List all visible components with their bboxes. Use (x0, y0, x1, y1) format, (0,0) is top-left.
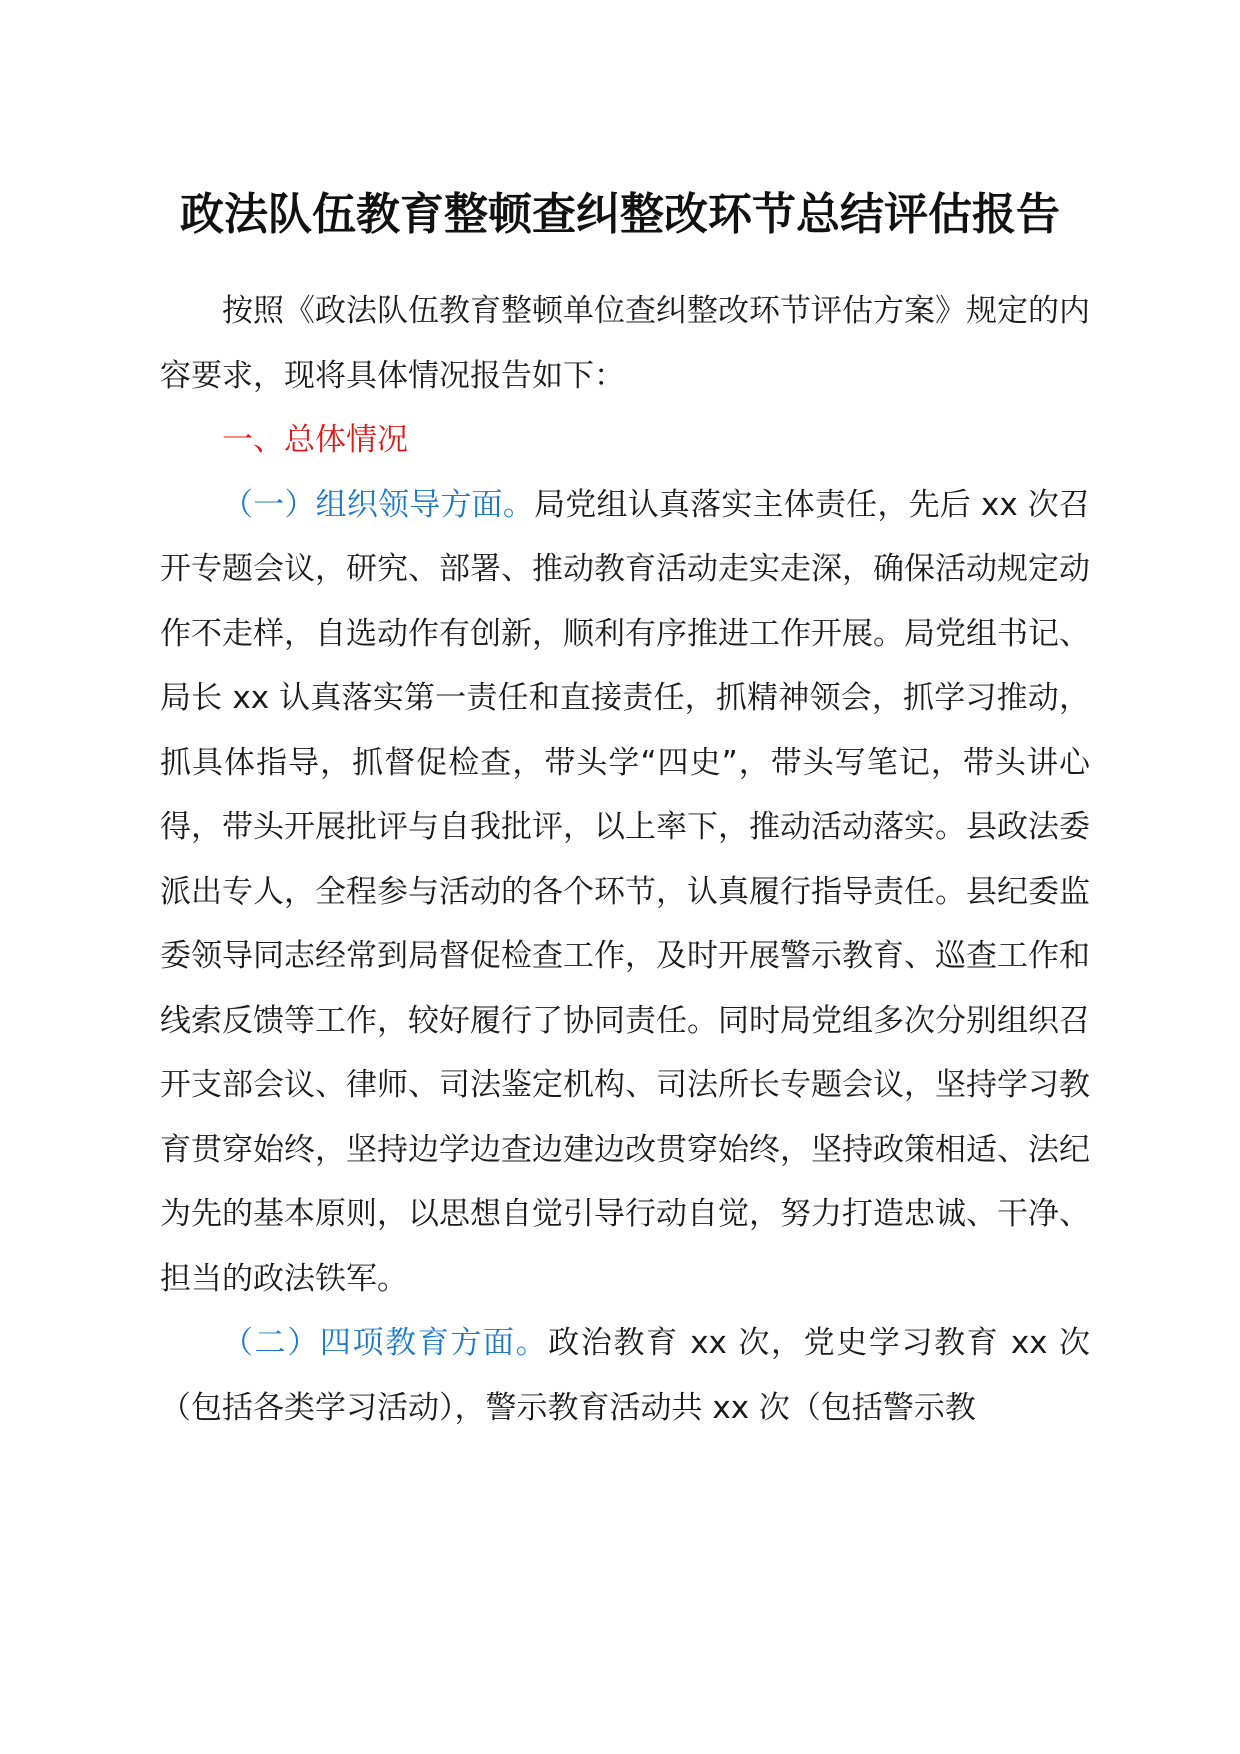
subsection-paragraph (160, 473, 1090, 1312)
section-heading (160, 408, 1090, 473)
document-body (160, 279, 1090, 1440)
intro-paragraph: 按照《政法队伍教育整顿单位查纠整改环节评估方案》规定的内容要求，现将具体情况报告如下： (160, 293, 1090, 394)
subsection-heading: （二）四项教育方面。 (222, 1325, 549, 1361)
subsection-paragraph (160, 1311, 1090, 1440)
section-heading-text: 一、总体情况 (222, 422, 408, 458)
subsection-body: 政治教育 xx 次，党史学习教育 xx 次（包括各类学习活动），警示教育活动共 xx 次（包括警示教 (160, 1325, 1090, 1426)
subsection-heading: （一）组织领导方面。 (222, 486, 535, 523)
document-title: 政法队伍教育整顿查纠整改环节总结评估报告 (180, 189, 1060, 240)
subsection-body: 局党组认真落实主体责任，先后 xx 次召开专题会议，研究、部署、推动教育活动走实走深，确保活动规定动作不走样，自选动作有创新，顺利有序推进工作开展。局党组书记、局长 xx 认真落实第一责任和直接责任，抓精神领会，抓学习推动，抓具体指导，抓督促检查，带头学“四史”，带头写笔记，带头讲心得，带头开展批评与自我批评，以上率下，推动活动落实。县政法委派出专人，全程参与活动的各个环节，认真履行指导责任。县纪委监委领导同志经常到局督促检查工作，及时开展警示教育、巡查工作和线索反馈等工作，较好履行了协同责任。同时局党组多次分别组织召开支部会议、律师、司法鉴定机构、司法所长专题会议，坚持学习教育贯穿始终，坚持边学边查边建边改贯穿始终，坚持政策相适、法纪为先的基本原则，以思想自觉引导行动自觉，努力打造忠诚、干净、担当的政法铁军。 (160, 486, 1090, 1297)
